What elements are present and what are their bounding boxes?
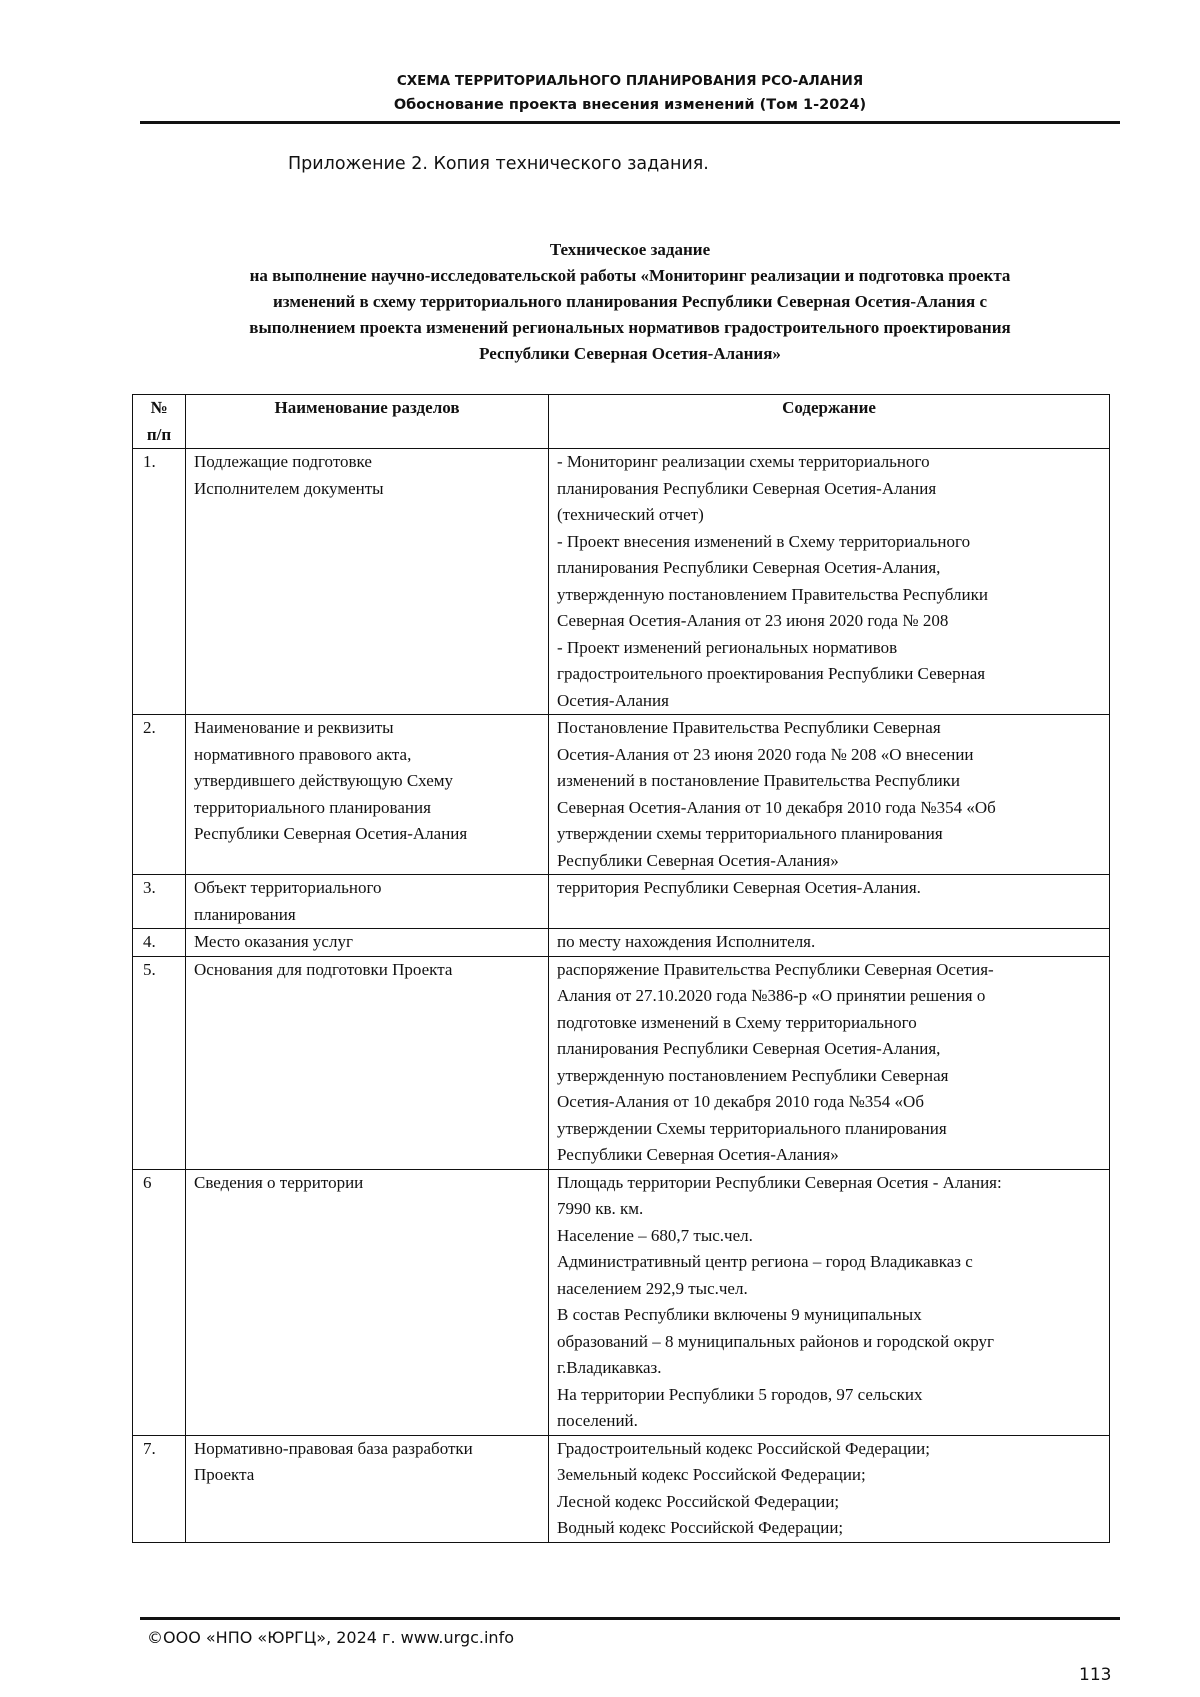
cell-line: изменений в постановление Правительства Республики [557, 771, 961, 790]
table-row [133, 875, 1110, 929]
cell-line: (технический отчет) [557, 505, 704, 524]
cell-line: В состав Республики включены 9 муниципальных [557, 1305, 922, 1324]
cell-line: Наименование и реквизиты [194, 718, 394, 737]
header-divider [140, 121, 1120, 124]
cell-line: - Проект внесения изменений в Схему территориального [557, 531, 971, 551]
running-header-subtitle: Обоснование проекта внесения изменений (Том 1-2024) [393, 97, 867, 113]
row-section-name-cell [186, 956, 549, 1169]
cell-line: Административный центр региона – город Владикавказ с [557, 1252, 973, 1271]
cell-line: планирования Республики Северная Осетия-Алания [557, 478, 937, 498]
cell-line: Место оказания услуг [194, 932, 353, 951]
cell-line: планирования Республики Северная Осетия-Алания, [557, 558, 941, 577]
cell-line: утвержденную постановлением Правительства Республики [557, 584, 988, 604]
cell-line: Осетия-Алания от 23 июня 2020 года № 208 «О внесении [557, 744, 974, 764]
header-cell-line: Наименование разделов [274, 398, 460, 417]
table-row [133, 929, 1110, 957]
table-row [133, 1169, 1110, 1435]
cell-line: Северная Осетия-Алания от 10 декабря 2010 года №354 «Об [557, 797, 996, 817]
appendix-title: Приложение 2. Копия технического задания. [288, 154, 709, 174]
row-number-cell: 6 [133, 1169, 186, 1435]
row-section-name-cell [186, 929, 549, 957]
row-content-cell [549, 875, 1110, 929]
cell-line: 7990 кв. км. [557, 1199, 644, 1218]
cell-line: Осетия-Алания [557, 690, 669, 710]
cell-line: Площадь территории Республики Северная Осетия - Алания: [557, 1172, 1002, 1192]
cell-line: Алания от 27.10.2020 года №386-р «О принятии решения о [557, 986, 986, 1005]
header-cell-line: Содержание [782, 398, 876, 417]
header-cell-line: п/п [146, 424, 172, 444]
cell-line: подготовке изменений в Схему территориального [557, 1012, 917, 1032]
tz-title-line: на выполнение научно-исследовательской работы «Мониторинг реализации и подготовка проекта [249, 266, 1011, 285]
cell-line: планирования Республики Северная Осетия-Алания, [557, 1039, 941, 1058]
row-content-cell [549, 449, 1110, 715]
row-number-cell: 7. [133, 1435, 186, 1542]
header-cell-line: № [150, 398, 168, 417]
row-content-cell [549, 956, 1110, 1169]
page-number: 113 [1079, 1665, 1112, 1685]
header-cell-content [549, 395, 1110, 449]
cell-line: по месту нахождения Исполнителя. [557, 932, 816, 951]
table-header-row [133, 395, 1110, 449]
row-number-cell: 1. [133, 449, 186, 715]
cell-line: - Мониторинг реализации схемы территориального [557, 452, 930, 471]
cell-line: утверждении Схемы территориального планирования [557, 1118, 947, 1138]
cell-line: распоряжение Правительства Республики Северная Осетия- [557, 959, 994, 979]
tz-title-line: Техническое задание [549, 240, 711, 259]
cell-line: населением 292,9 тыс.чел. [557, 1278, 748, 1298]
cell-line: Основания для подготовки Проекта [194, 959, 453, 979]
footer-divider [140, 1617, 1120, 1620]
row-content-cell [549, 1169, 1110, 1435]
tz-title-line: выполнением проекта изменений региональных нормативов градостроительного проектирования [249, 318, 1011, 337]
row-section-name-cell [186, 1435, 549, 1542]
row-section-name-cell [186, 449, 549, 715]
header-cell-section-name [186, 395, 549, 449]
tz-title-line: изменений в схему территориального планирования Республики Северная Осетия-Алания с [272, 292, 987, 311]
cell-line: г.Владикавказ. [557, 1358, 662, 1377]
table-row [133, 715, 1110, 875]
cell-line: Объект территориального [194, 878, 382, 897]
cell-line: Республики Северная Осетия-Алания [194, 824, 468, 843]
cell-line: Постановление Правительства Республики Северная [557, 718, 941, 737]
table-row [133, 1435, 1110, 1542]
cell-line: Земельный кодекс Российской Федерации; [557, 1465, 866, 1484]
cell-line: Республики Северная Осетия-Алания» [557, 1145, 839, 1164]
cell-line: нормативного правового акта, [194, 744, 412, 764]
row-content-cell [549, 715, 1110, 875]
cell-line: Осетия-Алания от 10 декабря 2010 года №354 «Об [557, 1092, 924, 1111]
cell-line: Сведения о территории [194, 1172, 364, 1192]
cell-line: утверждении схемы территориального планирования [557, 824, 943, 843]
row-section-name-cell [186, 1169, 549, 1435]
row-content-cell [549, 929, 1110, 957]
cell-line: - Проект изменений региональных нормативов [557, 637, 898, 657]
cell-line: Нормативно-правовая база разработки [194, 1438, 473, 1458]
cell-line: Проекта [194, 1465, 255, 1484]
cell-line: планирования [194, 904, 296, 924]
table-row [133, 956, 1110, 1169]
cell-line: Республики Северная Осетия-Алания» [557, 850, 839, 870]
table-body [133, 449, 1110, 1543]
cell-line: Градостроительный кодекс Российской Федерации; [557, 1438, 931, 1458]
tz-title-line: Республики Северная Осетия-Алания» [479, 344, 781, 363]
cell-line: территориального планирования [194, 797, 431, 817]
row-section-name-cell [186, 875, 549, 929]
cell-line: утвердившего действующую Схему [194, 771, 454, 790]
footer-copyright: ©ООО «НПО «ЮРГЦ», 2024 г. www.urgc.info [147, 1628, 514, 1647]
cell-line: Водный кодекс Российской Федерации; [557, 1518, 844, 1537]
table-row [133, 449, 1110, 715]
cell-line: Исполнителем документы [194, 478, 384, 498]
header-cell-number [133, 395, 186, 449]
row-number-cell: 3. [133, 875, 186, 929]
requirements-table [132, 394, 1110, 1543]
cell-line: поселений. [557, 1411, 638, 1430]
cell-line: образований – 8 муниципальных районов и городской округ [557, 1331, 995, 1351]
cell-line: Население – 680,7 тыс.чел. [557, 1225, 753, 1245]
running-header-title: СХЕМА ТЕРРИТОРИАЛЬНОГО ПЛАНИРОВАНИЯ РСО-АЛАНИЯ [396, 73, 864, 89]
cell-line: утвержденную постановлением Республики Северная [557, 1065, 949, 1085]
cell-line: На территории Республики 5 городов, 97 сельских [557, 1384, 923, 1404]
row-number-cell: 5. [133, 956, 186, 1169]
tz-title [140, 237, 1120, 367]
cell-line: градостроительного проектирования Республики Северная [557, 664, 986, 683]
row-content-cell [549, 1435, 1110, 1542]
row-section-name-cell [186, 715, 549, 875]
cell-line: Северная Осетия-Алания от 23 июня 2020 года № 208 [557, 611, 949, 630]
row-number-cell: 4. [133, 929, 186, 957]
cell-line: территория Республики Северная Осетия-Алания. [557, 878, 921, 897]
cell-line: Лесной кодекс Российской Федерации; [557, 1491, 840, 1511]
row-number-cell: 2. [133, 715, 186, 875]
cell-line: Подлежащие подготовке [194, 452, 372, 471]
